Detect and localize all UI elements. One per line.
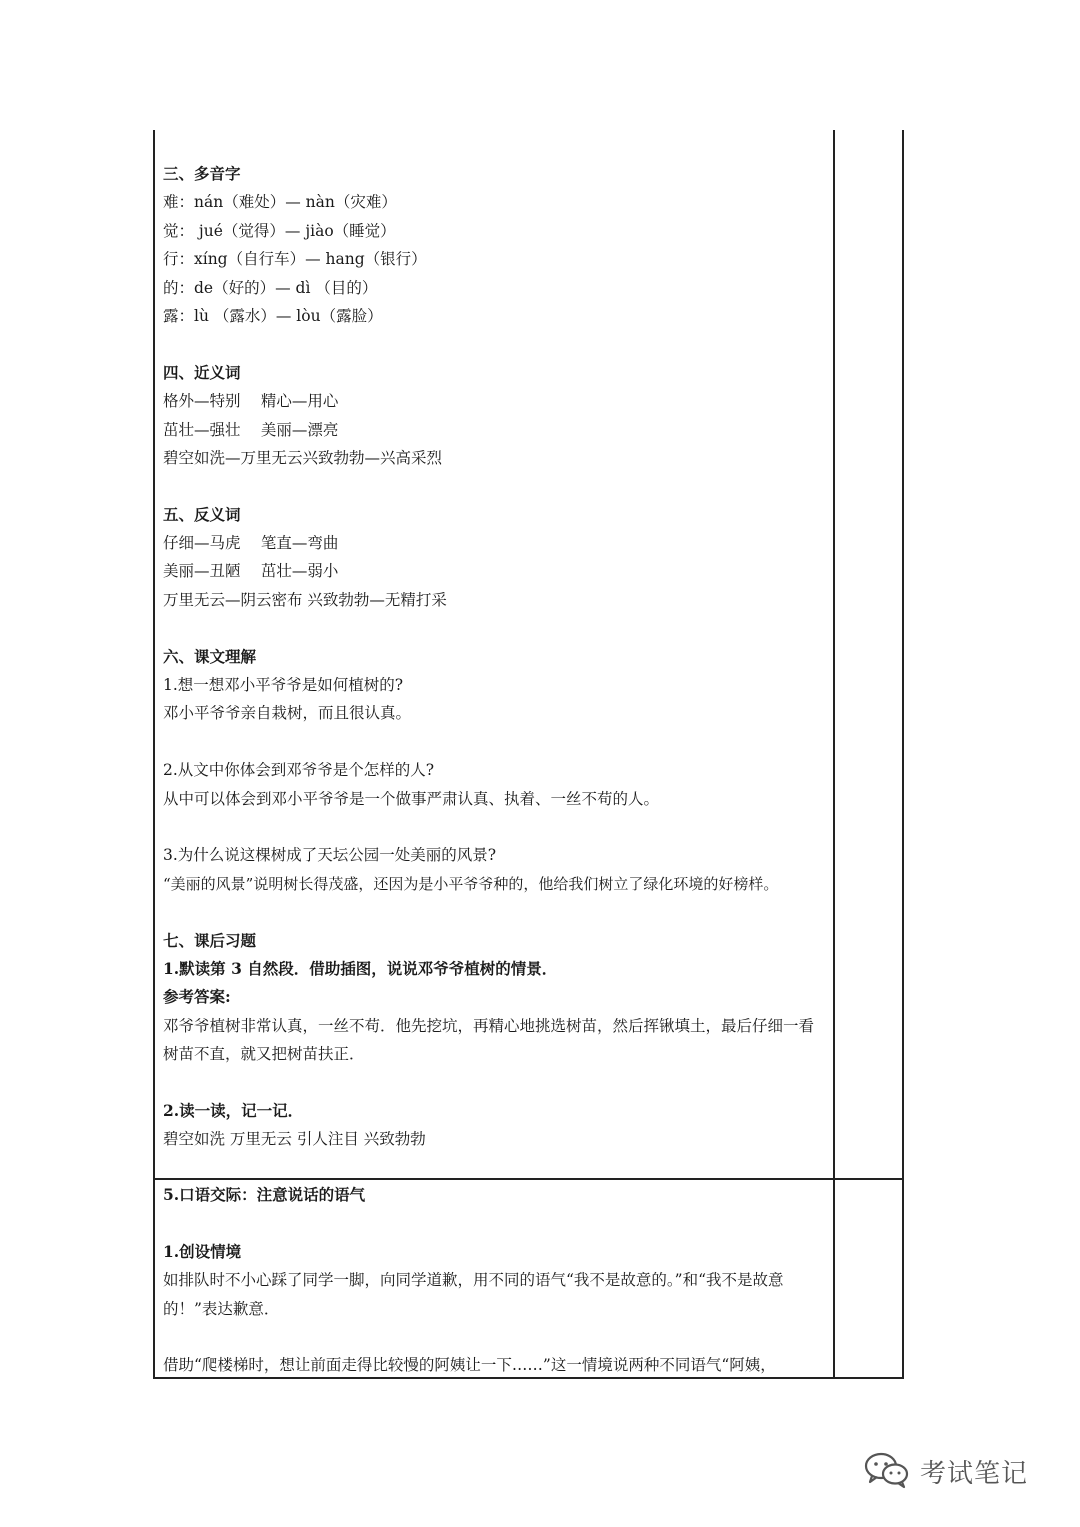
synonym-line: 碧空如洗—万里无云兴致勃勃—兴高采烈 bbox=[163, 448, 443, 467]
table-left-border bbox=[153, 130, 155, 1378]
answer-3: “美丽的风景”说明树长得茂盛，还因为是小平爷爷种的，他给我们树立了绿化环境的好榜样。 bbox=[163, 874, 779, 893]
question-2: 2.从文中你体会到邓爷爷是个怎样的人? bbox=[163, 761, 435, 780]
heading-polyphones: 三、多音字 bbox=[163, 164, 241, 183]
table-right-border bbox=[902, 130, 904, 1378]
antonym-line: 美丽—丑陋 茁壮—弱小 bbox=[163, 562, 339, 581]
answer-2: 从中可以体会到邓小平爷爷是一个做事严肃认真、执着、一丝不苟的人。 bbox=[163, 789, 660, 808]
heading-synonyms: 四、近义词 bbox=[163, 362, 241, 382]
question-3: 3.为什么说这棵树成了天坛公园一处美丽的风景? bbox=[163, 846, 497, 865]
oral-subheading: 1.创设情境 bbox=[163, 1241, 242, 1261]
heading-comprehension: 六、课文理解 bbox=[163, 646, 257, 666]
synonym-line: 茁壮—强壮 美丽—漂亮 bbox=[163, 420, 339, 439]
wechat-icon bbox=[862, 1449, 912, 1493]
synonym-line: 格外—特别 精心—用心 bbox=[163, 392, 339, 411]
oral-title: 5.口语交际：注意说话的语气 bbox=[163, 1185, 366, 1204]
watermark bbox=[862, 1446, 1028, 1496]
oral-paragraph-2: 借助“爬楼梯时，想让前面走得比较慢的阿姨让一下……”这一情境说两种不同语气“阿姨， bbox=[163, 1356, 776, 1375]
polyphone-line: 行：xíng（自行车）— hang（银行） bbox=[163, 250, 427, 269]
reference-answer-label: 参考答案: bbox=[163, 987, 231, 1007]
question-1: 1.想一想邓小平爷爷是如何植树的? bbox=[163, 676, 404, 695]
polyphone-line: 露：lù （露水）— lòu（露脸） bbox=[163, 306, 383, 325]
row-divider bbox=[153, 1178, 904, 1180]
antonym-line: 仔细—马虎 笔直—弯曲 bbox=[163, 534, 339, 553]
polyphone-line: 觉： jué（觉得）— jiào（睡觉） bbox=[163, 221, 396, 240]
polyphone-line: 的：de（好的）— dì （目的） bbox=[163, 278, 378, 297]
section-vocabulary-cell bbox=[163, 160, 828, 1154]
column-divider bbox=[833, 130, 835, 1378]
polyphone-line: 难：nán（难处）— nàn（灾难） bbox=[163, 193, 397, 212]
heading-antonyms: 五、反义词 bbox=[163, 504, 241, 524]
exercise-2-words: 碧空如洗 万里无云 引人注目 兴致勃勃 bbox=[163, 1130, 426, 1149]
exercise-1: 1.默读第 3 自然段．借助插图，说说邓爷爷植树的情景． bbox=[163, 958, 558, 978]
antonym-line: 万里无云—阴云密布 兴致勃勃—无精打采 bbox=[163, 590, 447, 609]
oral-paragraph-1: 如排队时不小心踩了同学一脚，向同学道歉，用不同的语气“我不是故意的。”和“我不是故意的！”表达歉意． bbox=[163, 1271, 784, 1318]
exercise-2: 2.读一读，记一记． bbox=[163, 1100, 304, 1120]
answer-1: 邓小平爷爷亲自栽树，而且很认真。 bbox=[163, 704, 412, 723]
heading-exercises: 七、课后习题 bbox=[163, 930, 257, 950]
exercise-1-answer: 邓爷爷植树非常认真，一丝不苟．他先挖坑，再精心地挑选树苗，然后挥锹填土，最后仔细一看树苗不直，就又把树苗扶正． bbox=[163, 1016, 815, 1064]
watermark-text: 考试笔记 bbox=[920, 1458, 1029, 1489]
section-oral-communication-cell bbox=[163, 1181, 828, 1380]
